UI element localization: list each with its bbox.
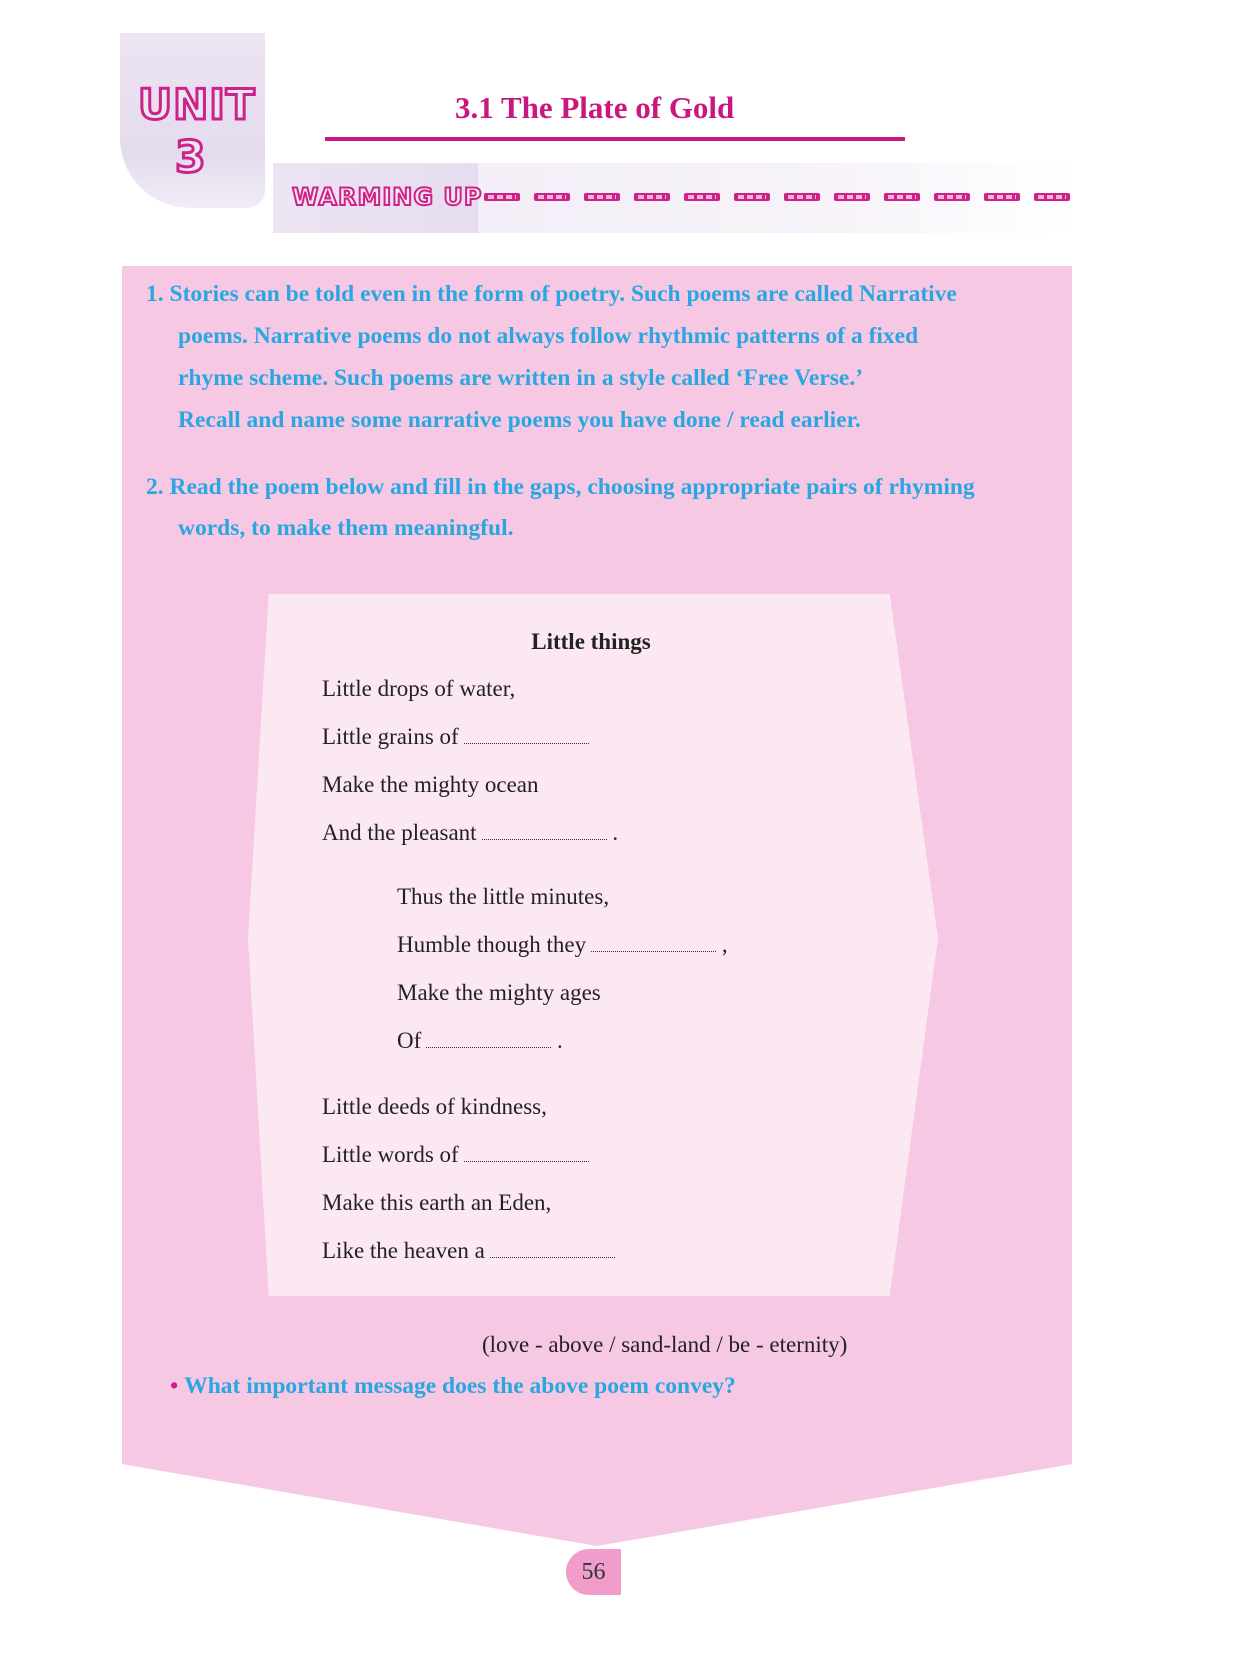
poem-line-text: Thus the little minutes,: [397, 884, 610, 909]
followup-question-text: What important message does the above poem convey?: [184, 1373, 736, 1399]
question-1-line-2: poems. Narrative poems do not always follow rhythmic patterns of a fixed: [178, 323, 919, 349]
unit-label: UNIT: [138, 80, 256, 129]
poem-line: [322, 1094, 547, 1120]
poem-line-punctuation: .: [606, 820, 619, 845]
fill-in-blank[interactable]: [426, 1035, 551, 1048]
poem-line: [397, 932, 728, 958]
decorative-dash: [584, 193, 620, 201]
fill-in-blank[interactable]: [591, 939, 716, 952]
poem-line-text: Little grains of: [322, 724, 459, 749]
poem-line: [322, 1142, 589, 1168]
decorative-dash: [934, 193, 970, 201]
poem-line: [322, 724, 589, 750]
word-options: (love - above / sand-land / be - eternity): [482, 1332, 848, 1357]
decorative-dash: [834, 193, 870, 201]
poem-line: [397, 1028, 563, 1054]
poem-line: [397, 980, 601, 1006]
poem-line-text: Little words of: [322, 1142, 459, 1167]
fill-in-blank[interactable]: [482, 827, 607, 840]
poem-title: Little things: [531, 629, 651, 654]
poem-line-text: Little deeds of kindness,: [322, 1094, 547, 1119]
poem-line: [322, 676, 515, 702]
fill-in-blank[interactable]: [464, 731, 589, 744]
poem-line-text: Make this earth an Eden,: [322, 1190, 552, 1215]
question-2-line-2: words, to make them meaningful.: [178, 515, 514, 541]
page-number: 56: [566, 1549, 621, 1595]
poem-line: [322, 1190, 551, 1216]
fill-in-blank[interactable]: [464, 1149, 589, 1162]
poem-line-punctuation: ,: [716, 932, 728, 957]
unit-number: 3: [175, 132, 206, 183]
decorative-dash: [534, 193, 570, 201]
decorative-dash: [734, 193, 770, 201]
followup-question: [170, 1373, 736, 1400]
decorative-dash: [684, 193, 720, 201]
poem-line-text: And the pleasant: [322, 820, 477, 845]
bullet: •: [170, 1373, 179, 1399]
poem-line: [322, 820, 618, 846]
decorative-dash: [884, 193, 920, 201]
poem-line-text: Humble though they: [397, 932, 587, 957]
question-1-line-4: Recall and name some narrative poems you have done / read earlier.: [178, 407, 861, 433]
poem-line-text: Make the mighty ages: [397, 980, 601, 1005]
title-underline: [325, 137, 905, 141]
poem-line-text: Little drops of water,: [322, 676, 516, 701]
poem-line: [322, 1238, 615, 1264]
section-label: WARMING UP: [292, 183, 483, 211]
poem-line-text: Of: [397, 1028, 422, 1053]
poem-line: [397, 884, 609, 910]
decorative-dash: [634, 193, 670, 201]
decorative-dash: [984, 193, 1020, 201]
poem-line-punctuation: .: [551, 1028, 563, 1053]
poem-line-text: Like the heaven a: [322, 1238, 485, 1263]
question-1-line-3: rhyme scheme. Such poems are written in a style called ‘Free Verse.’: [178, 365, 864, 391]
page-title: 3.1 The Plate of Gold: [455, 90, 735, 125]
fill-in-blank[interactable]: [490, 1245, 615, 1258]
decorative-dash: [1034, 193, 1070, 201]
question-1-line-1: 1. Stories can be told even in the form of poetry. Such poems are called Narrative: [146, 281, 957, 307]
poem-line-text: Make the mighty ocean: [322, 772, 539, 797]
decorative-dash: [484, 193, 520, 201]
poem-line: [322, 772, 539, 798]
decorative-dash: [784, 193, 820, 201]
question-2-line-1: 2. Read the poem below and fill in the gaps, choosing appropriate pairs of rhyming: [146, 474, 975, 500]
